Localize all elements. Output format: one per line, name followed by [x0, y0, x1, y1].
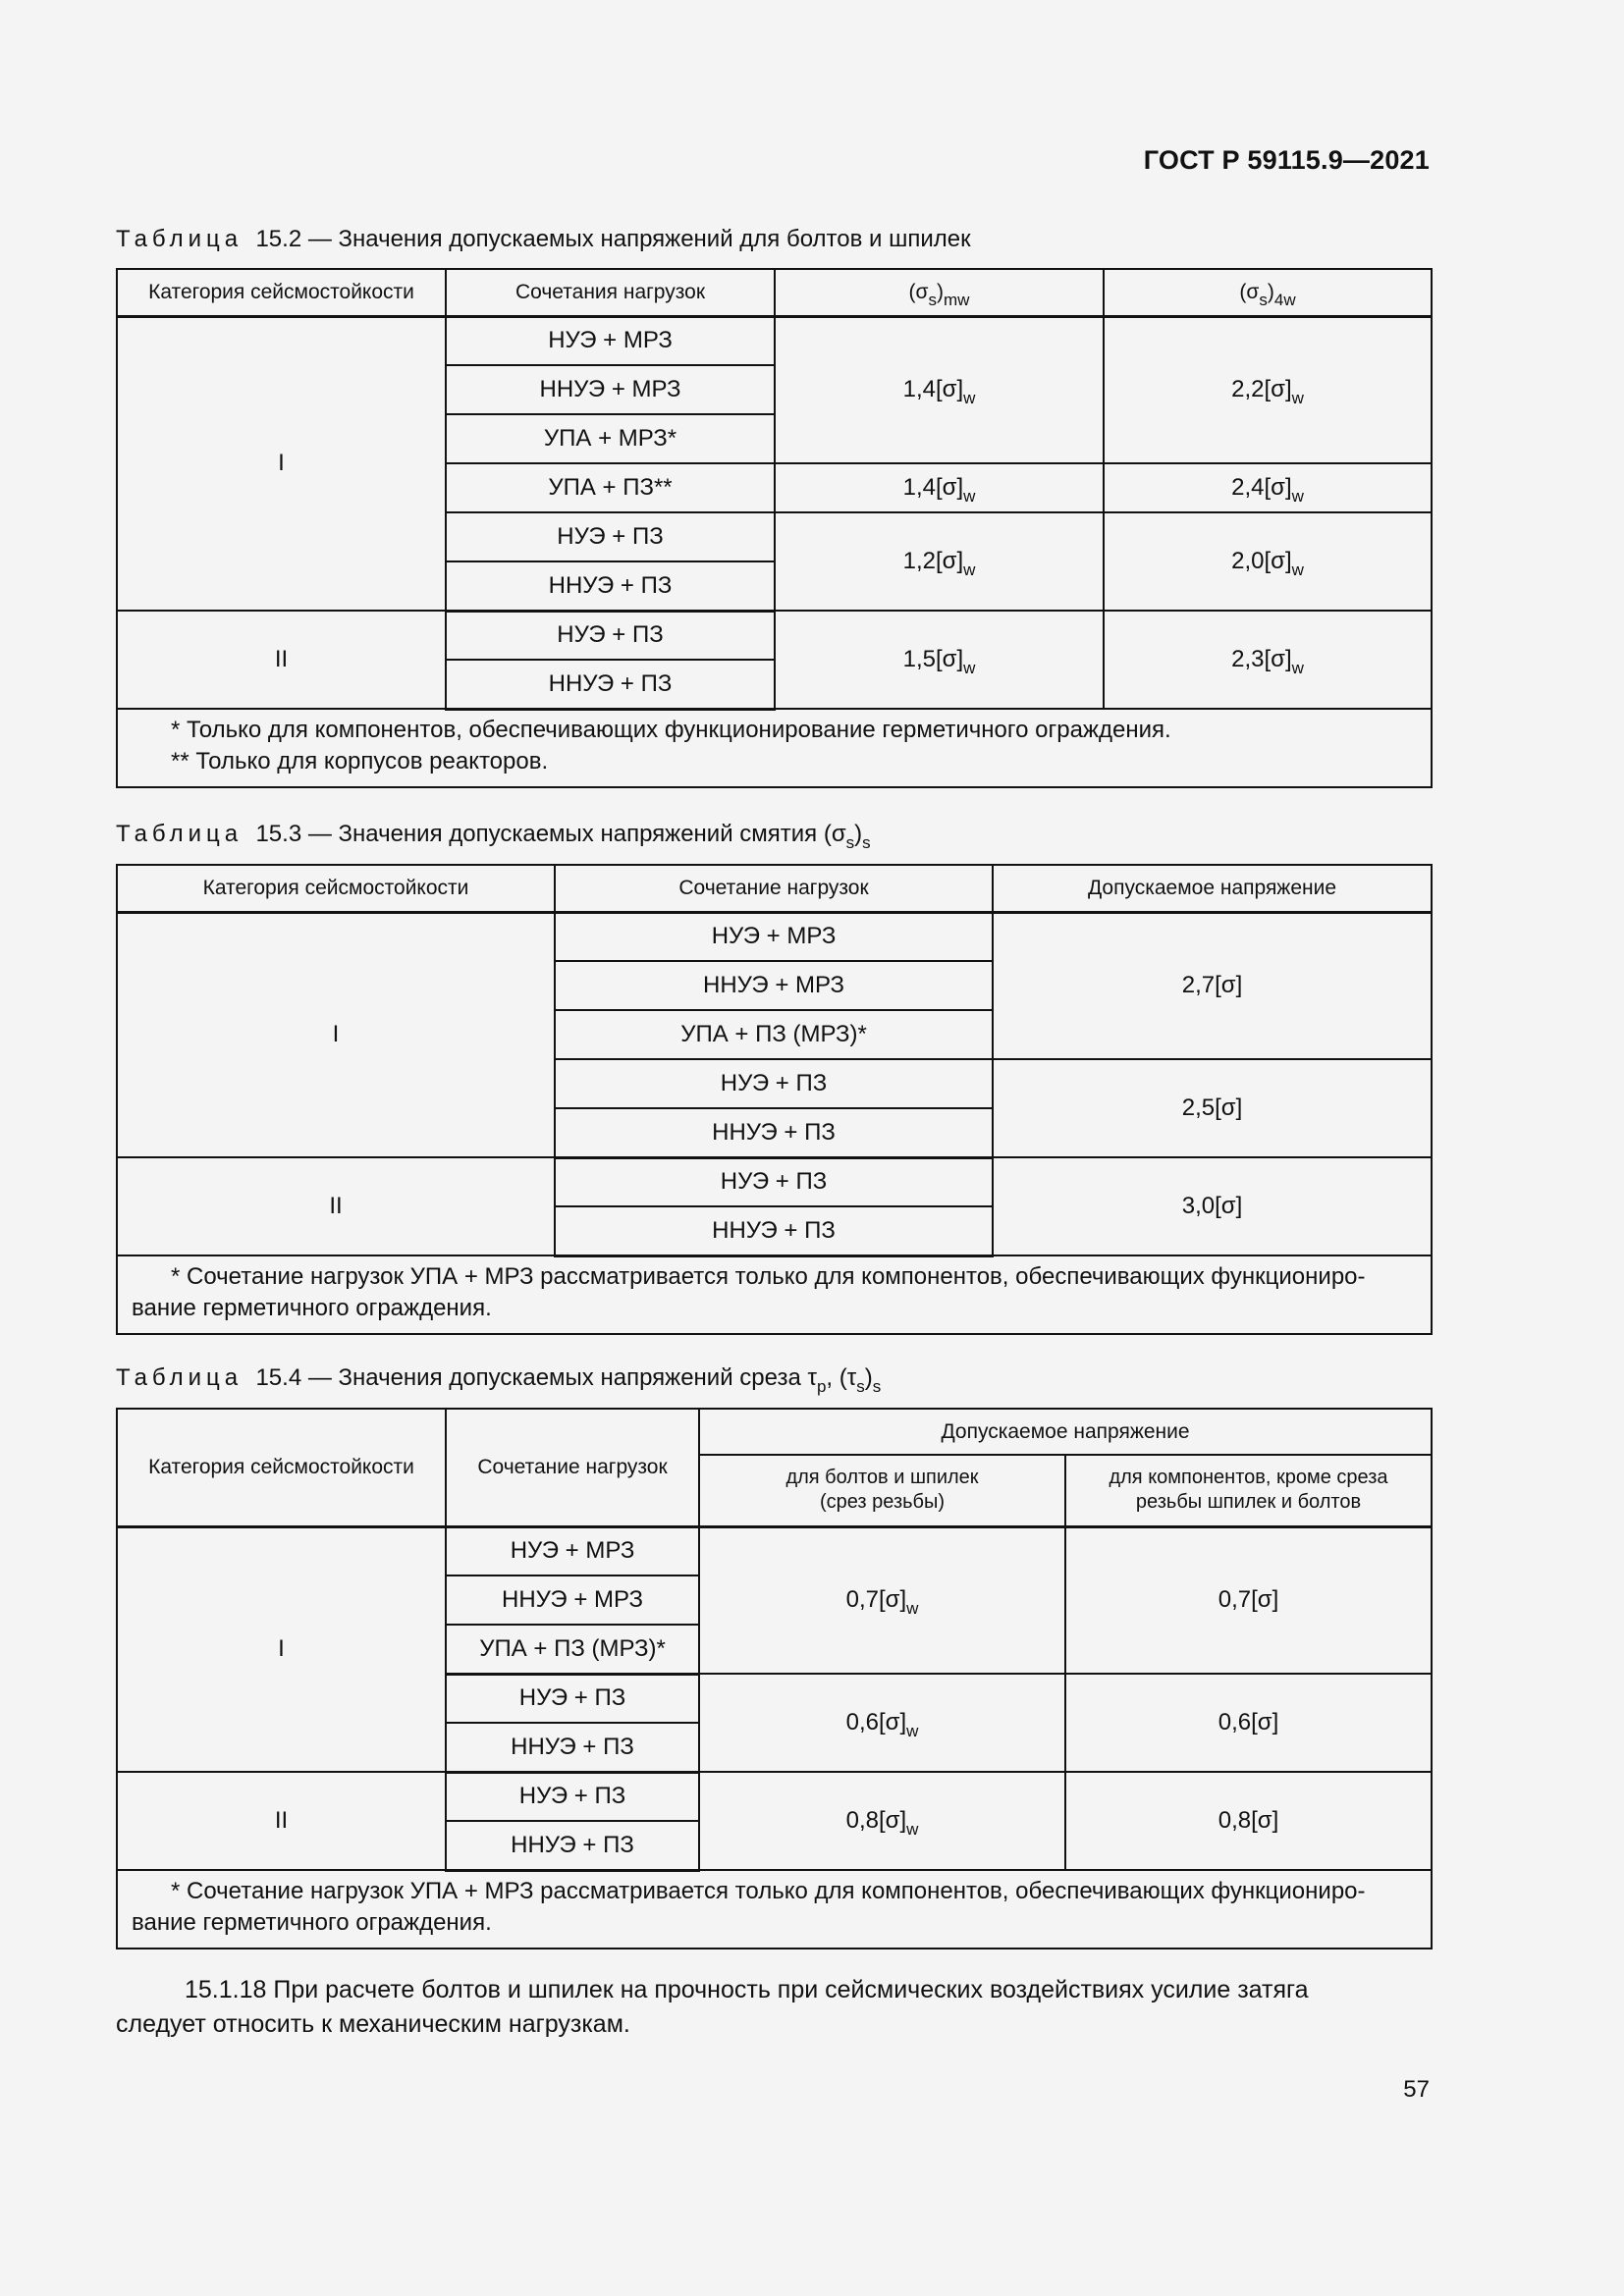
table-notes-row: [117, 1255, 1432, 1334]
category-cell: II: [117, 1772, 446, 1870]
value-cell: $2,3[\sigma]_w$: [1104, 611, 1432, 709]
table-notes-row: [117, 709, 1432, 787]
load-cell: ННУЭ + ПЗ: [446, 660, 775, 709]
value-cell: $1,5[\sigma]_w$: [775, 611, 1104, 709]
load-cell: ННУЭ + МРЗ: [555, 961, 993, 1010]
document-code: ГОСТ Р 59115.9—2021: [1143, 145, 1430, 175]
load-cell: НУЭ + ПЗ: [446, 1674, 699, 1723]
paragraph-line: 15.1.18 При расчете болтов и шпилек на прочность при сейсмических воздействиях усилие затяга: [185, 1976, 1309, 2003]
table-15-2: [116, 268, 1433, 788]
table-title: 15.2 — Значения допускаемых напряжений для болтов и шпилек: [255, 226, 971, 252]
value-cell: $0,7[\sigma]_w$: [699, 1526, 1065, 1674]
table-note: [117, 1870, 1432, 1949]
load-cell: НУЭ + МРЗ: [446, 316, 775, 365]
value-cell: 0,7[σ]: [1065, 1526, 1432, 1674]
value-cell: $1,4[\sigma]_w$: [775, 463, 1104, 512]
table-note: [117, 1255, 1432, 1334]
category-cell: II: [117, 611, 446, 709]
footnote-continued: вание герметичного ограждения.: [132, 1908, 492, 1936]
load-cell: ННУЭ + МРЗ: [446, 1575, 699, 1625]
value-cell: $2,4[\sigma]_w$: [1104, 463, 1432, 512]
page-number: 57: [1403, 2076, 1430, 2103]
footnote: * Только для компонентов, обеспечивающих функционирование герметичного ограждения.: [171, 716, 1171, 743]
load-cell: УПА + МРЗ*: [446, 414, 775, 463]
table-header-row: [117, 865, 1432, 912]
column-header-sigma-4w: $(\sigma_s)_{4w}$: [1104, 269, 1432, 316]
load-cell: НУЭ + ПЗ: [446, 1772, 699, 1821]
category-cell: II: [117, 1157, 555, 1255]
value-cell: $1,4[\sigma]_w$: [775, 316, 1104, 463]
load-cell: НУЭ + МРЗ: [555, 912, 993, 961]
table-row: [117, 1526, 1432, 1575]
load-cell: НУЭ + ПЗ: [446, 512, 775, 561]
footnote: ** Только для корпусов реакторов.: [171, 747, 549, 774]
column-header-load: Сочетания нагрузок: [446, 269, 775, 316]
table-row: [117, 1157, 1432, 1206]
column-header-allowed-stress: Допускаемое напряжение: [699, 1409, 1432, 1455]
table-label: Таблица: [116, 821, 244, 847]
load-cell: ННУЭ + МРЗ: [446, 365, 775, 414]
load-cell: УПА + ПЗ (МРЗ)*: [446, 1625, 699, 1674]
column-header-category: Категория сейсмостойкости: [117, 1409, 446, 1526]
table-title: 15.4 — Значения допускаемых напряжений среза $\tau_p$, $(\tau_s)_s$: [255, 1364, 882, 1396]
column-header-components: для компонентов, кроме среза резьбы шпилек и болтов: [1065, 1455, 1432, 1526]
table-row: [117, 1772, 1432, 1821]
column-header-load: Сочетание нагрузок: [446, 1409, 699, 1526]
column-header-category: Категория сейсмостойкости: [117, 269, 446, 316]
table-note: [117, 709, 1432, 787]
value-cell: 2,7[σ]: [993, 912, 1432, 1059]
table-15-3: [116, 864, 1433, 1335]
table-label: Таблица: [116, 1364, 244, 1391]
table-header-row: [117, 269, 1432, 316]
table-title: 15.3 — Значения допускаемых напряжений смятия $(\sigma_s)_s$: [255, 821, 871, 852]
value-cell: $0,6[\sigma]_w$: [699, 1674, 1065, 1772]
load-cell: НУЭ + ПЗ: [555, 1059, 993, 1108]
load-cell: ННУЭ + ПЗ: [446, 1821, 699, 1870]
column-header-load: Сочетание нагрузок: [555, 865, 993, 912]
load-cell: УПА + ПЗ**: [446, 463, 775, 512]
value-cell: 0,8[σ]: [1065, 1772, 1432, 1870]
value-cell: 3,0[σ]: [993, 1157, 1432, 1255]
load-cell: НУЭ + ПЗ: [446, 611, 775, 660]
value-cell: $2,0[\sigma]_w$: [1104, 512, 1432, 611]
footnote: * Сочетание нагрузок УПА + МРЗ рассматривается только для компонентов, обеспечивающих функциониро-: [171, 1262, 1366, 1290]
footnote: * Сочетание нагрузок УПА + МРЗ рассматривается только для компонентов, обеспечивающих функциониро-: [171, 1877, 1366, 1904]
table-15-3-caption: [116, 821, 871, 852]
column-header-sigma-mw: $(\sigma_s)_{mw}$: [775, 269, 1104, 316]
category-cell: I: [117, 1526, 446, 1772]
category-cell: I: [117, 912, 555, 1157]
table-row: [117, 611, 1432, 660]
table-row: [117, 316, 1432, 365]
table-row: [117, 912, 1432, 961]
paragraph-15-1-18: [116, 1973, 1431, 2042]
category-cell: I: [117, 316, 446, 611]
table-label: Таблица: [116, 226, 244, 252]
table-15-4: [116, 1408, 1433, 1949]
load-cell: ННУЭ + ПЗ: [555, 1206, 993, 1255]
load-cell: ННУЭ + ПЗ: [446, 1723, 699, 1772]
load-cell: НУЭ + МРЗ: [446, 1526, 699, 1575]
paragraph-line: следует относить к механическим нагрузкам.: [116, 2010, 630, 2038]
table-15-4-caption: [116, 1364, 882, 1396]
load-cell: ННУЭ + ПЗ: [555, 1108, 993, 1157]
value-cell: $0,8[\sigma]_w$: [699, 1772, 1065, 1870]
column-header-allowed-stress: Допускаемое напряжение: [993, 865, 1432, 912]
column-header-category: Категория сейсмостойкости: [117, 865, 555, 912]
value-cell: 2,5[σ]: [993, 1059, 1432, 1157]
load-cell: НУЭ + ПЗ: [555, 1157, 993, 1206]
table-notes-row: [117, 1870, 1432, 1949]
value-cell: $2,2[\sigma]_w$: [1104, 316, 1432, 463]
load-cell: ННУЭ + ПЗ: [446, 561, 775, 611]
value-cell: $1,2[\sigma]_w$: [775, 512, 1104, 611]
column-header-bolts: для болтов и шпилек (срез резьбы): [699, 1455, 1065, 1526]
footnote-continued: вание герметичного ограждения.: [132, 1294, 492, 1321]
table-header-row: [117, 1409, 1432, 1455]
value-cell: 0,6[σ]: [1065, 1674, 1432, 1772]
load-cell: УПА + ПЗ (МРЗ)*: [555, 1010, 993, 1059]
table-15-2-caption: [116, 226, 971, 253]
